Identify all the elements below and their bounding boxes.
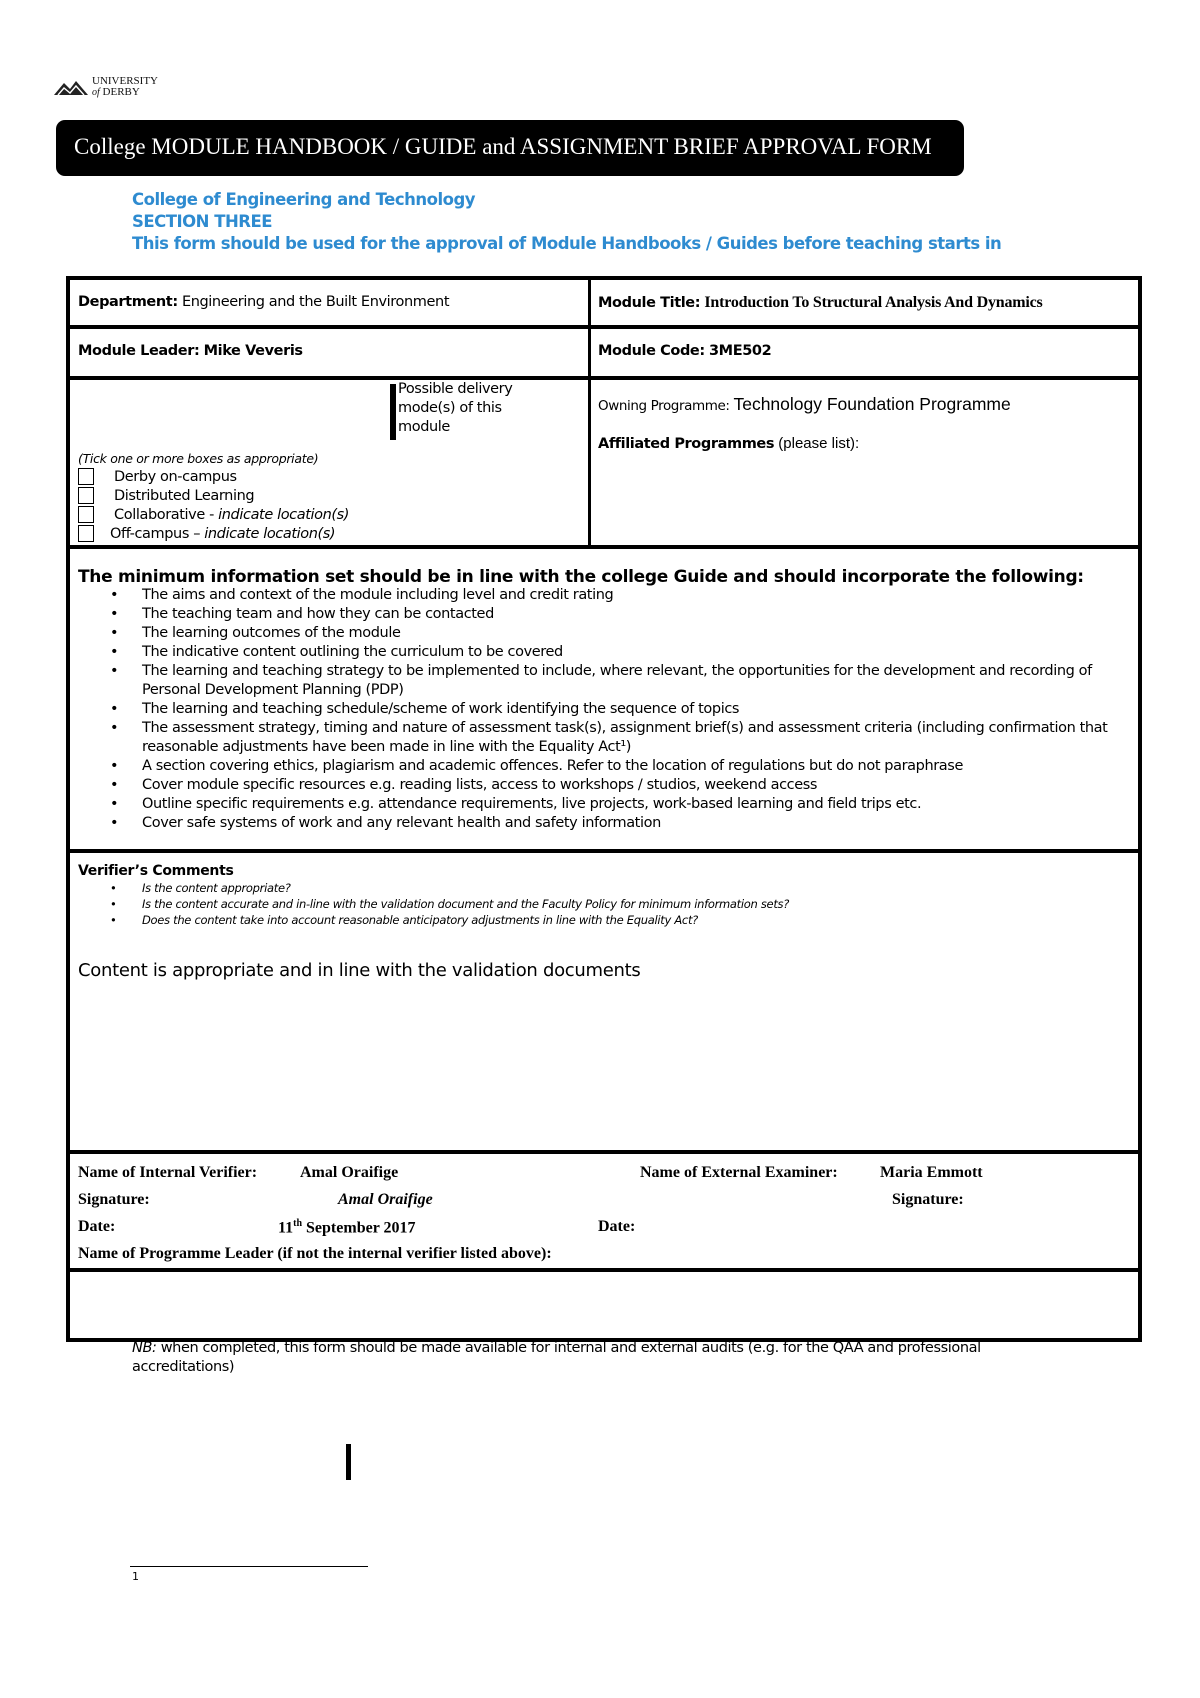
verifier-questions	[110, 880, 1110, 928]
logo-line-university: UNIVERSITY	[92, 75, 158, 87]
row-divider	[70, 376, 1138, 380]
list-item: • Cover safe systems of work and any relevant health and safety information	[110, 814, 1110, 833]
delivery-option-distributed[interactable]	[78, 487, 254, 504]
title-banner	[56, 120, 964, 176]
logo-line-derby: DERBY	[102, 86, 140, 98]
module-code-cell	[598, 343, 771, 359]
section-label: SECTION THREE	[132, 212, 273, 231]
affiliated-programmes	[598, 435, 859, 452]
minimum-info-title: The minimum information set should be in line with the college Guide and should incorporate the following:	[78, 567, 1084, 587]
option-label: Derby on-campus	[114, 468, 237, 485]
delivery-heading: Possible delivery mode(s) of this module	[398, 381, 513, 435]
date-suffix: th	[293, 1218, 303, 1229]
delivery-option-derby[interactable]	[78, 468, 237, 485]
logo-of: of	[92, 87, 100, 98]
option-note: indicate location(s)	[218, 506, 350, 523]
department-cell	[78, 294, 449, 310]
page-title: College MODULE HANDBOOK / GUIDE and ASSIGNMENT BRIEF APPROVAL FORM	[74, 134, 932, 159]
date-day: 11	[278, 1219, 294, 1237]
module-code-value: 3ME502	[708, 343, 772, 359]
programme-leader-field[interactable]	[70, 1272, 1138, 1338]
list-item: • Does the content take into account reasonable anticipatory adjustments in line with the Equality Act?	[110, 912, 1110, 928]
module-leader-cell	[78, 343, 303, 359]
text-cursor	[346, 1444, 351, 1480]
list-item: • The indicative content outlining the curriculum to be covered	[110, 643, 1110, 662]
list-item: • Is the content accurate and in-line with the validation document and the Faculty Policy for minimum information sets?	[110, 896, 1110, 912]
signature-label: Signature:	[78, 1191, 150, 1208]
checkbox[interactable]	[78, 468, 94, 485]
list-item: • The learning and teaching schedule/scheme of work identifying the sequence of topics	[110, 700, 1110, 719]
date-label: Date:	[78, 1218, 116, 1235]
internal-verifier-value[interactable]: Amal Oraifige	[300, 1164, 399, 1181]
option-label: Off-campus –	[110, 525, 205, 542]
module-leader-value: Mike Veveris	[203, 343, 303, 359]
tick-note: (Tick one or more boxes as appropriate)	[78, 451, 319, 466]
option-label: Distributed Learning	[114, 487, 255, 504]
internal-date[interactable]	[278, 1218, 416, 1237]
checkbox[interactable]	[78, 506, 94, 523]
university-logo	[54, 76, 158, 98]
option-note: indicate location(s)	[204, 525, 336, 542]
approval-form-table	[66, 276, 1142, 1342]
delivery-marker	[390, 384, 396, 440]
owning-programme-value: Technology Foundation Programme	[733, 394, 1011, 414]
affiliated-note: (please list):	[778, 435, 860, 452]
verifier-comment[interactable]: Content is appropriate and in line with the validation documents	[78, 960, 641, 981]
nb-prefix: NB:	[132, 1340, 157, 1356]
row-divider	[70, 1150, 1138, 1154]
module-title-cell	[598, 294, 1043, 312]
list-item: • Cover module specific resources e.g. reading lists, access to workshops / studios, weekend access	[110, 776, 1110, 795]
column-divider	[588, 280, 591, 545]
checkbox[interactable]	[78, 487, 94, 504]
list-item: • The learning outcomes of the module	[110, 624, 1110, 643]
footnote-number: 1	[132, 1570, 139, 1583]
minimum-info-list	[110, 586, 1110, 833]
module-title-label: Module Title:	[598, 295, 701, 311]
owning-programme	[598, 394, 1011, 415]
checkbox[interactable]	[78, 525, 94, 542]
list-item: • The assessment strategy, timing and nature of assessment task(s), assignment brief(s) and assessment criteria (including confirmation that reasonable adjustments have been made in line with the Equality Act¹)	[110, 719, 1110, 757]
college-name: College of Engineering and Technology	[132, 190, 476, 209]
internal-verifier-label: Name of Internal Verifier:	[78, 1164, 258, 1181]
nb-note	[132, 1339, 1082, 1377]
row-divider	[70, 545, 1138, 549]
external-examiner-value[interactable]: Maria Emmott	[880, 1164, 983, 1181]
module-title-value: Introduction To Structural Analysis And Dynamics	[704, 294, 1043, 311]
list-item: • The aims and context of the module including level and credit rating	[110, 586, 1110, 605]
internal-signature[interactable]: Amal Oraifige	[338, 1191, 433, 1208]
logo-mark-icon	[54, 79, 88, 95]
external-signature-label: Signature:	[892, 1191, 964, 1208]
verifier-comments-title: Verifier’s Comments	[78, 863, 234, 879]
delivery-option-collaborative[interactable]	[78, 506, 349, 523]
nb-text: when completed, this form should be made available for internal and external audits (e.g. for the QAA and professional accreditations)	[132, 1340, 981, 1375]
option-label: Collaborative -	[114, 506, 219, 523]
row-divider	[70, 849, 1138, 853]
programme-leader-label: Name of Programme Leader (if not the internal verifier listed above):	[78, 1245, 552, 1262]
module-code-label: Module Code:	[598, 343, 705, 359]
delivery-option-off-campus[interactable]	[78, 525, 335, 542]
list-item: • A section covering ethics, plagiarism and academic offences. Refer to the location of regulations but do not paraphrase	[110, 757, 1110, 776]
row-divider	[70, 325, 1138, 329]
module-leader-label: Module Leader:	[78, 343, 200, 359]
department-value: Engineering and the Built Environment	[181, 294, 450, 310]
department-label: Department:	[78, 294, 178, 310]
date-month-year: September 2017	[306, 1219, 416, 1237]
affiliated-label: Affiliated Programmes	[598, 436, 775, 452]
external-date-label: Date:	[598, 1218, 636, 1235]
external-examiner-label: Name of External Examiner:	[640, 1164, 838, 1181]
footnote-separator	[130, 1566, 368, 1567]
list-item: • The learning and teaching strategy to be implemented to include, where relevant, the opportunities for the development and recording of Personal Development Planning (PDP)	[110, 662, 1110, 700]
owning-programme-label: Owning Programme:	[598, 398, 730, 414]
list-item: • Is the content appropriate?	[110, 880, 1110, 896]
usage-note: This form should be used for the approval of Module Handbooks / Guides before teaching starts in	[132, 234, 1002, 253]
logo-text	[92, 76, 158, 98]
list-item: • The teaching team and how they can be contacted	[110, 605, 1110, 624]
list-item: • Outline specific requirements e.g. attendance requirements, live projects, work-based learning and field trips etc.	[110, 795, 1110, 814]
